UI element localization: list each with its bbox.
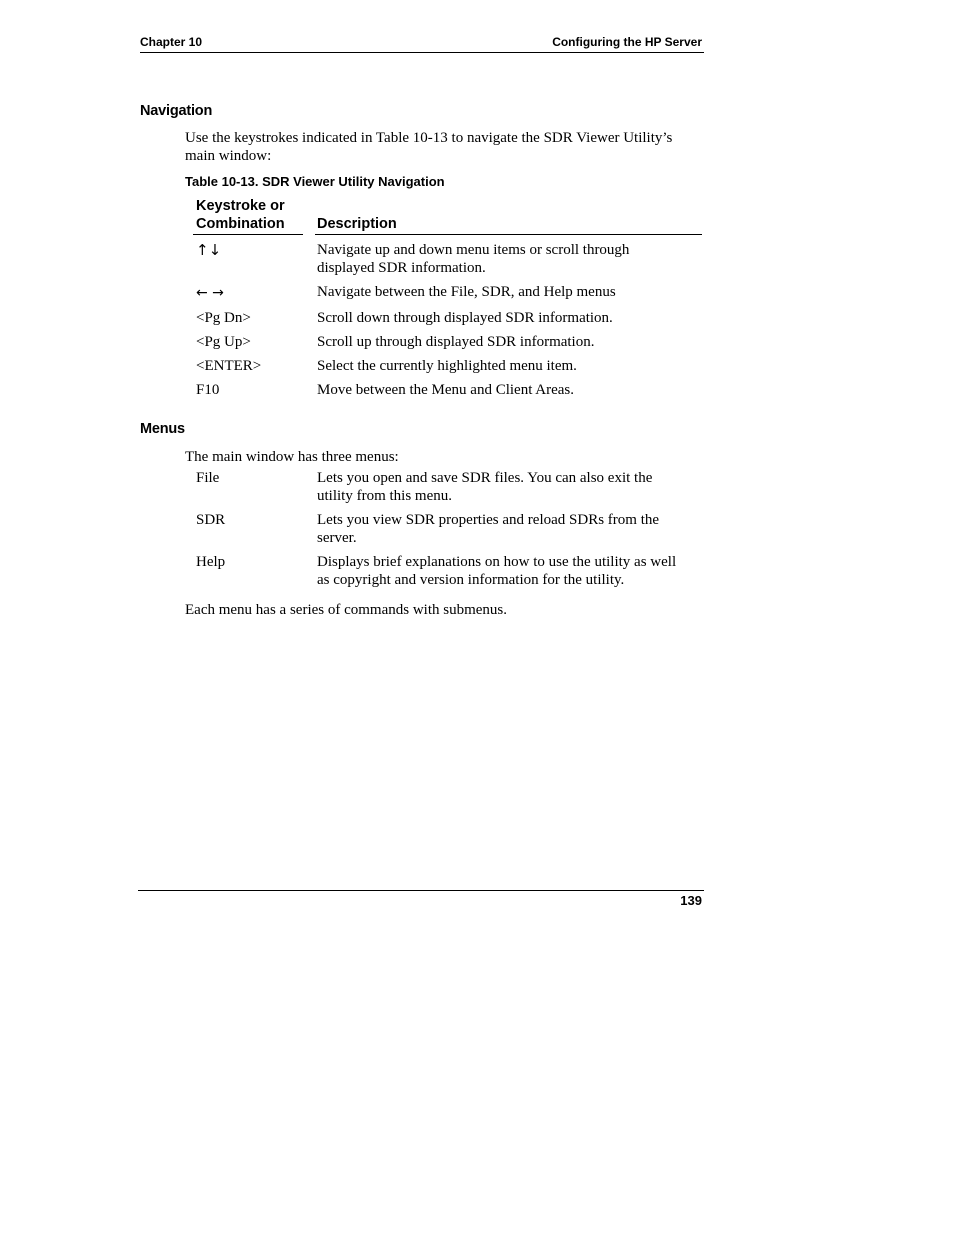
header-title: Configuring the HP Server <box>552 35 702 49</box>
column-header-keystroke-line-1: Keystroke or <box>196 198 285 214</box>
table-row-description: Navigate between the File, SDR, and Help menus <box>317 284 616 300</box>
menu-item-description-line: utility from this menu. <box>317 488 452 504</box>
page-number: 139 <box>680 893 702 908</box>
footer-divider <box>138 890 704 891</box>
table-row-key: <Pg Up> <box>196 334 251 350</box>
chapter-label: Chapter 10 <box>140 35 203 49</box>
table-row-key: F10 <box>196 382 220 398</box>
table-row-description-line: displayed SDR information. <box>317 260 486 276</box>
menu-item-description-line: Lets you view SDR properties and reload SDRs from the <box>317 512 660 528</box>
table-row-description-line: Navigate up and down menu items or scroll through <box>317 242 630 258</box>
table-row-description: Scroll down through displayed SDR information. <box>317 310 613 326</box>
table-row-description: Scroll up through displayed SDR information. <box>317 334 595 350</box>
menu-item-description-line: server. <box>317 530 357 546</box>
column-header-keystroke-line-2: Combination <box>196 216 285 232</box>
menus-closing: Each menu has a series of commands with submenus. <box>185 602 508 618</box>
navigation-heading: Navigation <box>140 103 213 119</box>
column-header-keystroke <box>196 197 285 233</box>
menu-item-name: SDR <box>196 512 226 528</box>
table-row-key: ↑↓ <box>196 241 222 259</box>
page-header <box>140 34 704 53</box>
menu-item-name: File <box>196 470 220 486</box>
menu-item-description-line: as copyright and version information for the utility. <box>317 572 625 588</box>
menu-item-description <box>317 553 702 589</box>
menu-item-name: Help <box>196 554 226 570</box>
table-row-description <box>317 241 702 277</box>
menu-item-description-line: Displays brief explanations on how to use the utility as well <box>317 554 677 570</box>
column-header-description: Description <box>317 216 397 232</box>
table-row-description: Select the currently highlighted menu item. <box>317 358 577 374</box>
navigation-intro-line-2: main window: <box>185 148 272 164</box>
column-divider-description <box>315 234 702 235</box>
menu-item-description <box>317 469 702 505</box>
menu-item-description-line: Lets you open and save SDR files. You can also exit the <box>317 470 653 486</box>
column-divider-keystroke <box>193 234 303 235</box>
navigation-intro <box>185 129 705 165</box>
table-row-key: <Pg Dn> <box>196 310 251 326</box>
navigation-intro-line-1: Use the keystrokes indicated in Table 10-13 to navigate the SDR Viewer Utility’s <box>185 130 673 146</box>
table-caption: Table 10-13. SDR Viewer Utility Navigation <box>185 174 445 189</box>
table-row-key: <ENTER> <box>196 358 262 374</box>
menu-item-description <box>317 511 702 547</box>
table-row-description: Move between the Menu and Client Areas. <box>317 382 575 398</box>
menus-intro: The main window has three menus: <box>185 449 399 465</box>
menus-heading: Menus <box>140 421 185 437</box>
table-row-key: ← → <box>196 285 224 301</box>
